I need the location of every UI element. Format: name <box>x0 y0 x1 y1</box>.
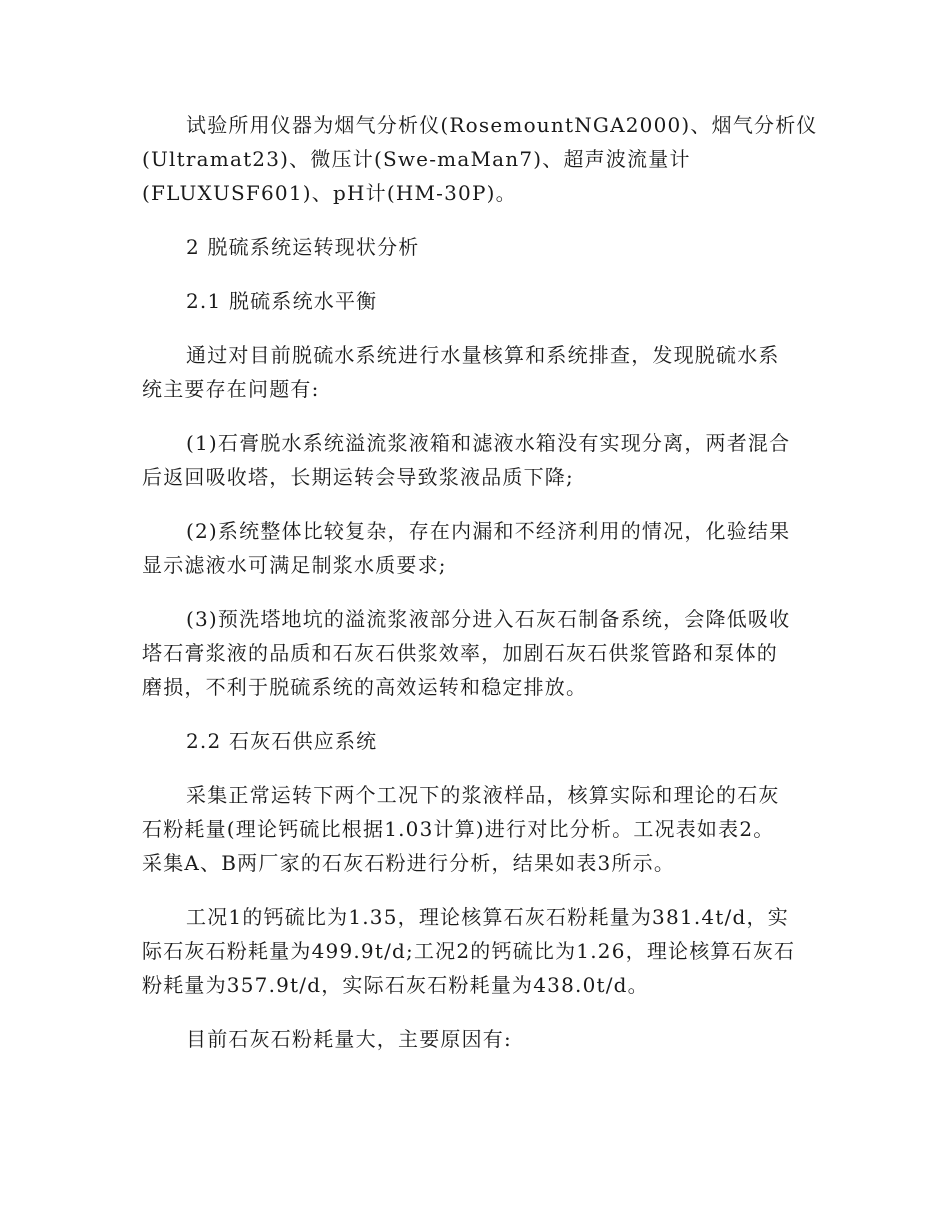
text-line: 显示滤液水可满足制浆水质要求; <box>142 553 447 577</box>
list-item-2 <box>142 514 810 582</box>
section-heading-2-2 <box>142 724 810 758</box>
text-line: 目前石灰石粉耗量大，主要原因有: <box>186 1027 512 1051</box>
document-body <box>142 108 818 1076</box>
text-line: 塔石膏浆液的品质和石灰石供浆效率，加剧石灰石供浆管路和泵体的 <box>142 641 778 665</box>
text-line: 统主要存在问题有: <box>142 377 320 401</box>
text-line: 石粉耗量(理论钙硫比根据1.03计算)进行对比分析。工况表如表2。 <box>142 817 775 841</box>
text-line: 试验所用仪器为烟气分析仪(RosemountNGA2000)、烟气分析仪 <box>186 113 818 137</box>
text-line: 工况1的钙硫比为1.35，理论核算石灰石粉耗量为381.4t/d，实 <box>186 905 789 929</box>
section-heading-2-1 <box>142 284 810 318</box>
paragraph-instruments <box>142 108 818 210</box>
text-line: (3)预洗塔地坑的溢流浆液部分进入石灰石制备系统，会降低吸收 <box>186 607 791 631</box>
text-line: 通过对目前脱硫水系统进行水量核算和系统排查，发现脱硫水系 <box>186 343 780 367</box>
paragraph-water-balance <box>142 338 810 406</box>
paragraph-conditions <box>142 900 810 1002</box>
text-line: 采集正常运转下两个工况下的浆液样品，核算实际和理论的石灰 <box>186 783 780 807</box>
text-line: 粉耗量为357.9t/d，实际石灰石粉耗量为438.0t/d。 <box>142 973 649 997</box>
text-line: (FLUXUSF601)、pH计(HM-30P)。 <box>142 181 517 205</box>
section-title: 2 脱硫系统运转现状分析 <box>186 235 420 259</box>
text-line: (Ultramat23)、微压计(Swe-maMan7)、超声波流量计 <box>142 147 691 171</box>
subsection-title: 2.1 脱硫系统水平衡 <box>186 289 378 313</box>
paragraph-main-reasons <box>142 1022 810 1056</box>
text-line: 采集A、B两厂家的石灰石粉进行分析，结果如表3所示。 <box>142 851 676 875</box>
text-line: (2)系统整体比较复杂，存在内漏和不经济利用的情况，化验结果 <box>186 519 791 543</box>
text-line: 后返回吸收塔，长期运转会导致浆液品质下降; <box>142 465 574 489</box>
section-heading-2 <box>142 230 810 264</box>
list-item-3 <box>142 602 810 704</box>
text-line: (1)石膏脱水系统溢流浆液箱和滤液水箱没有实现分离，两者混合 <box>186 431 791 455</box>
subsection-title: 2.2 石灰石供应系统 <box>186 729 378 753</box>
list-item-1 <box>142 426 810 494</box>
paragraph-sampling <box>142 778 810 880</box>
text-line: 磨损，不利于脱硫系统的高效运转和稳定排放。 <box>142 675 588 699</box>
text-line: 际石灰石粉耗量为499.9t/d;工况2的钙硫比为1.26，理论核算石灰石 <box>142 939 796 963</box>
